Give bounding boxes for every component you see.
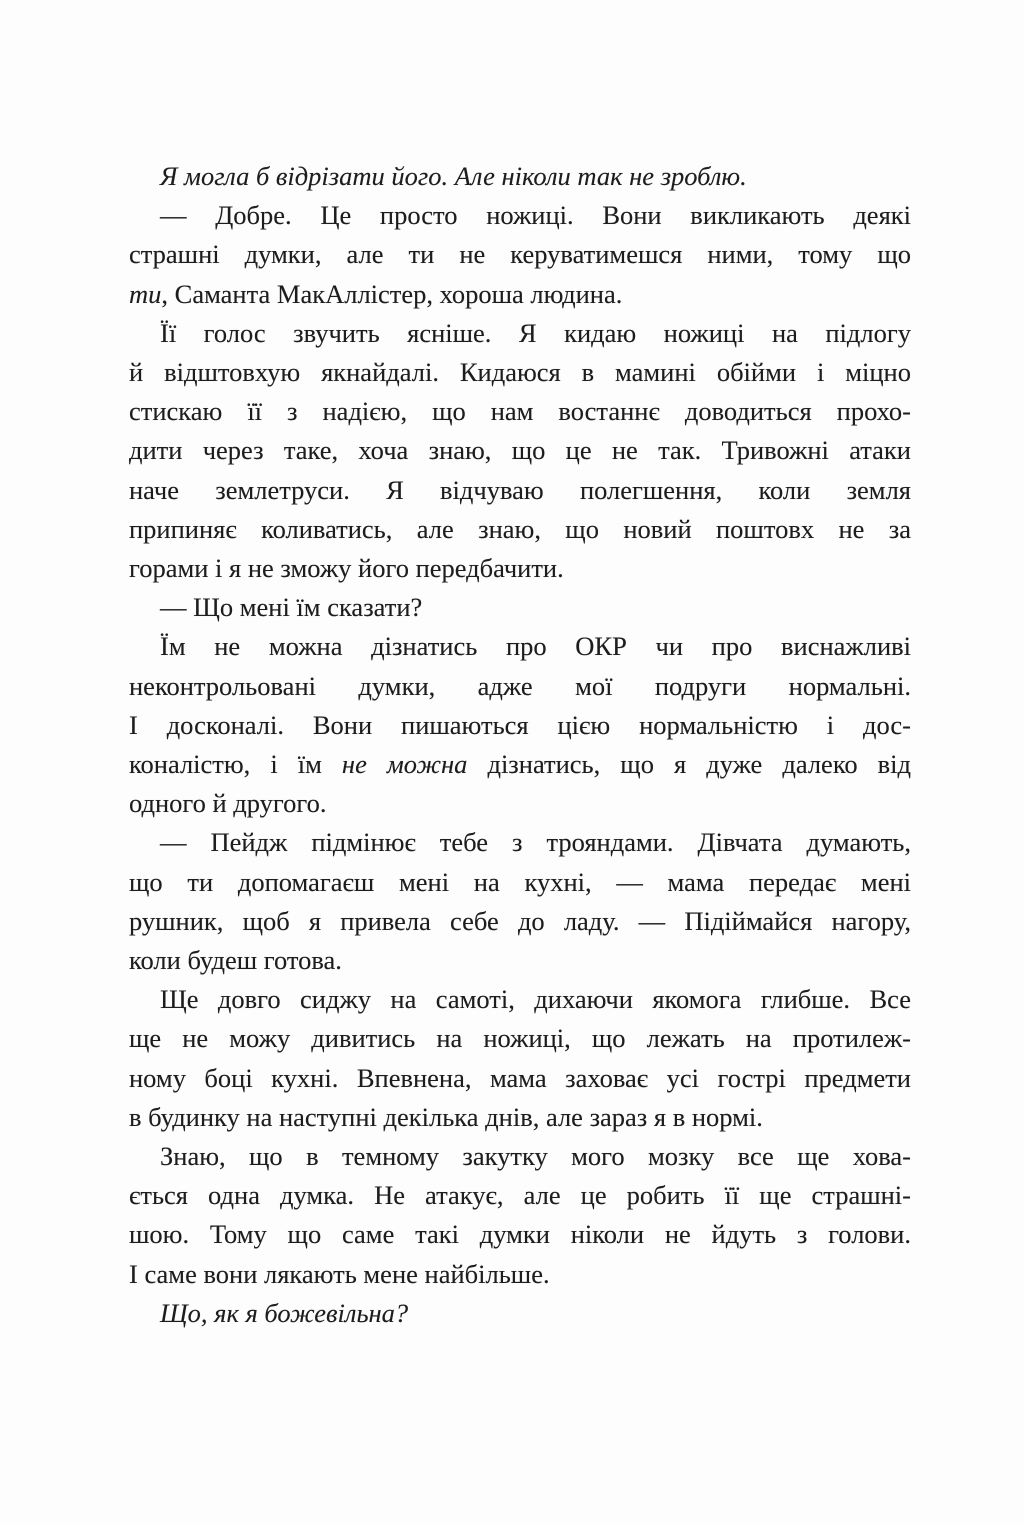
text-line xyxy=(129,431,911,470)
text-segment: ється одна думка. Не атакує, але це робить її ще страшні- xyxy=(129,1180,911,1211)
text-segment: неконтрольовані думки, адже мої подруги нормальні. xyxy=(129,670,911,701)
text-line xyxy=(129,157,911,196)
page-text xyxy=(129,157,911,1333)
text-line xyxy=(129,667,911,706)
text-line xyxy=(129,510,911,549)
text-segment: рушник, щоб я привела себе до ладу. — Підіймайся нагору, xyxy=(129,905,911,936)
text-line xyxy=(129,1294,911,1333)
text-line xyxy=(129,588,911,627)
text-segment: одного й другого. xyxy=(129,788,327,819)
text-line xyxy=(129,980,911,1019)
text-segment: Я могла б відрізати його. Але ніколи так не зроблю. xyxy=(160,161,747,191)
text-segment: Їм не можна дізнатись про ОКР чи про виснажливі xyxy=(160,631,911,662)
text-line xyxy=(129,275,911,314)
text-line xyxy=(129,1255,911,1294)
text-line xyxy=(129,941,911,980)
text-segment: Ще довго сиджу на самоті, дихаючи якомога глибше. Все xyxy=(160,984,911,1015)
text-line xyxy=(129,1215,911,1254)
text-segment: І досконалі. Вони пишаються цією нормальністю і дос- xyxy=(129,709,911,740)
text-segment: ще не можу дивитись на ножиці, що лежать на протилеж- xyxy=(129,1023,911,1054)
text-line xyxy=(129,1059,911,1098)
text-segment: — Добре. Це просто ножиці. Вони викликають деякі xyxy=(160,200,911,231)
text-segment: припиняє коливатись, але знаю, що новий поштовх не за xyxy=(129,513,911,544)
text-segment: Що, як я божевільна? xyxy=(160,1297,409,1328)
text-segment: стискаю її з надією, що нам востаннє доводиться прохо- xyxy=(129,396,911,427)
text-segment: — Пейдж підмінює тебе з трояндами. Дівчата думають, xyxy=(160,827,911,858)
text-line xyxy=(129,627,911,666)
text-segment: дити через таке, хоча знаю, що це не так. Тривожні атаки xyxy=(129,435,911,466)
text-segment: не можна xyxy=(341,749,468,780)
text-line xyxy=(129,902,911,941)
text-segment: й відштовхую якнайдалі. Кидаюся в мамині обійми і міцно xyxy=(129,357,911,388)
text-segment: дізнатись, що я дуже далеко від xyxy=(467,749,911,780)
text-line xyxy=(129,1098,911,1137)
text-segment: що ти допомагаєш мені на кухні, — мама передає мені xyxy=(129,866,911,897)
text-segment: Її голос звучить ясніше. Я кидаю ножиці на підлогу xyxy=(160,317,911,348)
text-segment: коналістю, і їм xyxy=(129,749,342,780)
text-segment: І саме вони лякають мене найбільше. xyxy=(129,1258,550,1289)
text-segment: шою. Тому що саме такі думки ніколи не йдуть з голови. xyxy=(129,1219,911,1250)
text-line xyxy=(129,471,911,510)
text-line xyxy=(129,314,911,353)
text-line xyxy=(129,392,911,431)
text-segment: Знаю, що в темному закутку мого мозку все ще хова- xyxy=(160,1141,911,1172)
text-segment: горами і я не зможу його передбачити. xyxy=(129,553,564,584)
text-segment: страшні думки, але ти не керуватимешся ними, тому що xyxy=(129,239,911,270)
text-line xyxy=(129,196,911,235)
text-segment: ти xyxy=(129,278,162,309)
text-line xyxy=(129,863,911,902)
text-segment: , Саманта МакАллістер, хороша людина. xyxy=(161,278,623,309)
text-line xyxy=(129,745,911,784)
text-segment: наче землетруси. Я відчуваю полегшення, коли земля xyxy=(129,474,911,505)
text-line xyxy=(129,1019,911,1058)
text-segment: в будинку на наступні декілька днів, але зараз я в нормі. xyxy=(129,1101,763,1132)
text-line xyxy=(129,1176,911,1215)
text-segment: коли будеш готова. xyxy=(129,945,342,976)
text-line xyxy=(129,823,911,862)
text-line xyxy=(129,784,911,823)
text-segment: — Що мені їм сказати? xyxy=(160,592,423,623)
text-line xyxy=(129,549,911,588)
text-line xyxy=(129,353,911,392)
text-segment: ному боці кухні. Впевнена, мама заховає усі гострі предмети xyxy=(129,1062,911,1093)
text-line xyxy=(129,706,911,745)
text-line xyxy=(129,235,911,274)
text-line xyxy=(129,1137,911,1176)
